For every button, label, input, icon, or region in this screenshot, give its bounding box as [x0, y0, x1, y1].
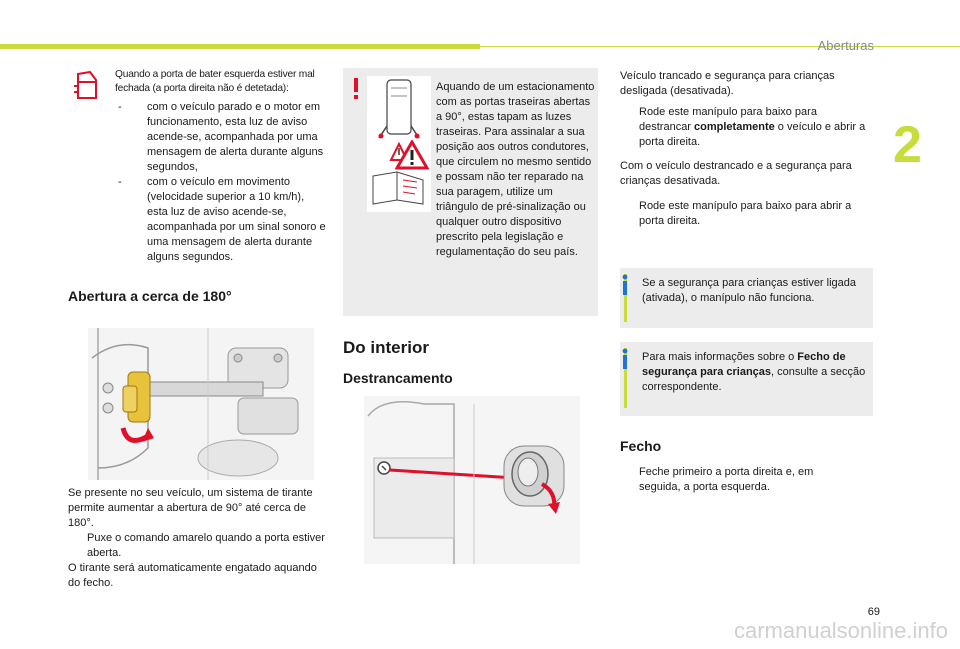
- heading-do-interior: [343, 338, 429, 358]
- info-text-2-post: , consulte a secção correspondente.: [642, 366, 866, 393]
- bullet-text-pre: Rode este manípulo para baixo para destrancar: [639, 106, 817, 133]
- heading-destrancamento-text: Destrancamento: [343, 370, 453, 386]
- para-destrancado: Com o veículo destrancado e a segurança para crianças desativada.: [620, 160, 852, 187]
- info-icon: [620, 274, 630, 296]
- info-text-1: Se a segurança para crianças estiver ligada (ativada), o manípulo não funciona.: [642, 277, 857, 304]
- heading-do-interior-text: Do interior: [343, 338, 429, 357]
- warning-intro: Quando a porta de bater esquerda estiver mal fechada (a porta direita não é detetada):: [115, 69, 315, 94]
- chapter-number: 2: [893, 116, 922, 174]
- bullet-text-post: o veículo e abrir a porta direita.: [639, 121, 866, 148]
- dash-text: com o veículo em movimento (velocidade superior a 10 km/h), esta luz de aviso acende-se, acompanhada por um sinal sonoro e uma mensagem de alerta durante alguns segundos.: [147, 176, 326, 263]
- info-text-2: [642, 350, 868, 395]
- col3-top-text: [620, 69, 878, 229]
- para-trancado: Veículo trancado e segurança para crianças desligada (desativada).: [620, 70, 835, 97]
- bullet-text-bold: completamente: [694, 121, 775, 133]
- heading-fecho-text: Fecho: [620, 438, 662, 454]
- warning-dash-list: [115, 100, 327, 265]
- dash-item: [115, 100, 327, 175]
- heading-180-text: Abertura a cerca de 180°: [68, 288, 232, 304]
- heading-fecho: [620, 438, 661, 454]
- list-item: [68, 531, 330, 561]
- info-box-child-safety: [620, 268, 873, 328]
- info-text-2-pre: Para mais informações sobre o: [642, 351, 798, 363]
- bullet-text: Rode este manípulo para baixo para abrir a porta direita.: [639, 200, 852, 227]
- dash-item: [115, 175, 327, 265]
- info-icon: [620, 348, 630, 370]
- parking-warning-box: [343, 68, 598, 316]
- para-tirante: Se presente no seu veículo, um sistema de tirante permite aumentar a abertura de 90° até cerca de 180°.: [68, 487, 313, 529]
- para-engatado: O tirante será automaticamente engatado aquando do fecho.: [68, 562, 317, 589]
- exclamation-icon: [349, 76, 363, 100]
- dash-text: com o veículo parado e o motor em funcionamento, esta luz de aviso acende-se, acompanhada por uma mensagem de alerta durante alguns segundos,: [147, 101, 324, 173]
- page-number: 69: [867, 606, 880, 618]
- section-title: Aberturas: [817, 38, 874, 53]
- list-item: [620, 199, 878, 229]
- heading-destrancamento: [343, 370, 453, 386]
- list-item: [620, 465, 835, 495]
- watermark: carmanualsonline.info: [733, 618, 948, 643]
- door-warning-icon: [72, 70, 100, 102]
- header-rule: [480, 46, 960, 47]
- bullet-text: Feche primeiro a porta direita e, em seguida, a porta esquerda.: [639, 466, 814, 493]
- header-accent-bar: [0, 44, 480, 49]
- door-strap-photo: [88, 328, 314, 480]
- col1-bottom-text: [68, 486, 330, 591]
- interior-handle-photo: [364, 396, 580, 564]
- info-box-more-info: [620, 342, 873, 416]
- warning-triangle-icon: [395, 140, 429, 170]
- fecho-text: [620, 465, 835, 495]
- heading-180: [68, 288, 232, 304]
- dash-marker: -: [118, 101, 122, 113]
- info-text-2-bold: Fecho de segurança para crianças: [642, 351, 846, 378]
- dash-marker: -: [118, 176, 122, 188]
- parking-warning-text: Aquando de um estacionamento com as portas traseiras abertas a 90°, estas tapam as luzes traseiras. Para assinalar a sua posição aos outros condutores, que circulem no mesmo sentido e possam não ter reparado na sua paragem, utilize um triângulo de pré-sinalização ou qualquer outro dispositivo prescrito pela legislação e regulamentação do seu país.: [436, 81, 595, 258]
- bullet-text: Puxe o comando amarelo quando a porta estiver aberta.: [87, 532, 325, 559]
- list-item: [620, 105, 869, 150]
